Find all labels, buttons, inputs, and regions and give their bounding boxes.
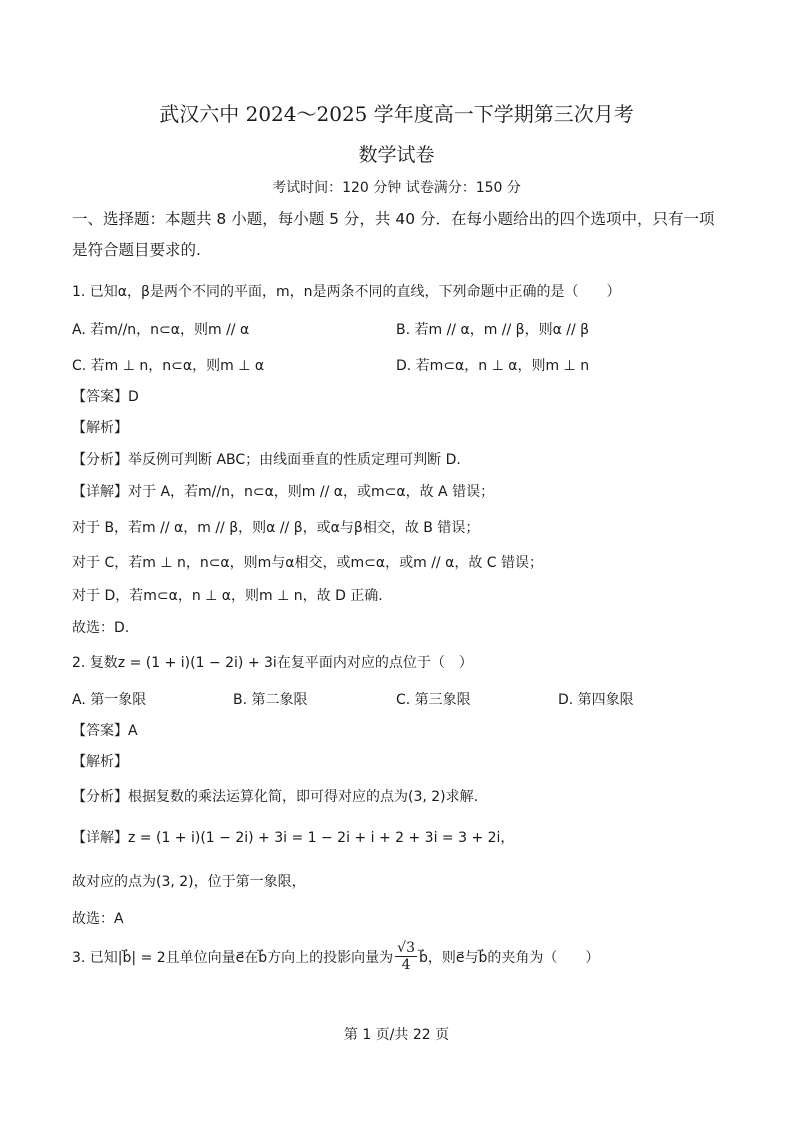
exam-info: 考试时间：120 分钟 试卷满分：150 分 — [272, 180, 521, 196]
q2-answer: 【答案】A — [72, 723, 138, 739]
q1-option-d: D. 若m⊂α，n ⊥ α，则m ⊥ n — [396, 358, 590, 374]
q1-stem: 1. 已知α，β是两个不同的平面，m，n是两条不同的直线，下列命题中正确的是（ ） — [72, 284, 621, 300]
q1-line-d: 对于 D，若m⊂α，n ⊥ α，则m ⊥ n，故 D 正确. — [72, 588, 383, 604]
q3-stem-part-b: b⃗，则e⃗与b⃗的夹角为（ ） — [419, 949, 600, 966]
q1-line-b: 对于 B，若m // α，m // β，则α // β，或α与β相交，故 B 错误； — [72, 520, 480, 536]
q1-fenxi: 【分析】举反例可判断 ABC；由线面垂直的性质定理可判断 D. — [72, 452, 461, 468]
q1-option-a: A. 若m//n，n⊂α，则m // α — [72, 322, 250, 338]
section-heading-line1: 一、选择题：本题共 8 小题，每小题 5 分，共 40 分．在每小题给出的四个选项中，只有一项 — [72, 210, 715, 228]
q1-answer: 【答案】D — [72, 389, 139, 405]
q1-xiangjie: 【详解】对于 A，若m//n，n⊂α，则m // α，或m⊂α，故 A 错误； — [72, 484, 495, 500]
q1-option-b: B. 若m // α，m // β，则α // β — [396, 322, 590, 338]
page-footer: 第 1 页/共 22 页 — [343, 1027, 450, 1043]
q2-fenxi: 【分析】根据复数的乘法运算化简，即可得对应的点为(3, 2)求解. — [72, 789, 479, 805]
section-heading-line2: 是符合题目要求的. — [72, 241, 201, 259]
page-subtitle: 数学试卷 — [358, 144, 435, 166]
page-title: 武汉六中 2024～2025 学年度高一下学期第三次月考 — [159, 102, 634, 126]
q2-option-c: C. 第三象限 — [396, 692, 471, 708]
q3-stem — [72, 940, 599, 973]
q1-option-c: C. 若m ⊥ n，n⊂α，则m ⊥ α — [72, 358, 265, 374]
q2-option-b: B. 第二象限 — [233, 692, 308, 708]
q2-choice: 故选：A — [72, 911, 124, 927]
q2-xiangjie: 【详解】z = (1 + i)(1 − 2i) + 3i = 1 − 2i + i + 2 + 3i = 3 + 2i， — [72, 830, 515, 846]
q1-choice: 故选：D. — [72, 620, 130, 636]
q3-fraction — [395, 940, 417, 973]
q3-stem-part-a: 3. 已知|b⃗| = 2且单位向量e⃗在b⃗方向上的投影向量为 — [72, 949, 394, 966]
q2-stem: 2. 复数z = (1 + i)(1 − 2i) + 3i在复平面内对应的点位于（ ） — [72, 655, 473, 671]
q2-option-d: D. 第四象限 — [558, 692, 634, 708]
q2-analysis-label: 【解析】 — [72, 754, 128, 770]
q1-analysis-label: 【解析】 — [72, 420, 128, 436]
q3-fraction-numerator: √3 — [397, 940, 415, 956]
q1-line-c: 对于 C，若m ⊥ n，n⊂α，则m与α相交，或m⊂α，或m // α，故 C 错误； — [72, 555, 544, 571]
q2-point-line: 故对应的点为(3, 2)，位于第一象限， — [72, 874, 306, 890]
q3-fraction-denominator: 4 — [401, 957, 411, 973]
q2-option-a: A. 第一象限 — [72, 692, 147, 708]
